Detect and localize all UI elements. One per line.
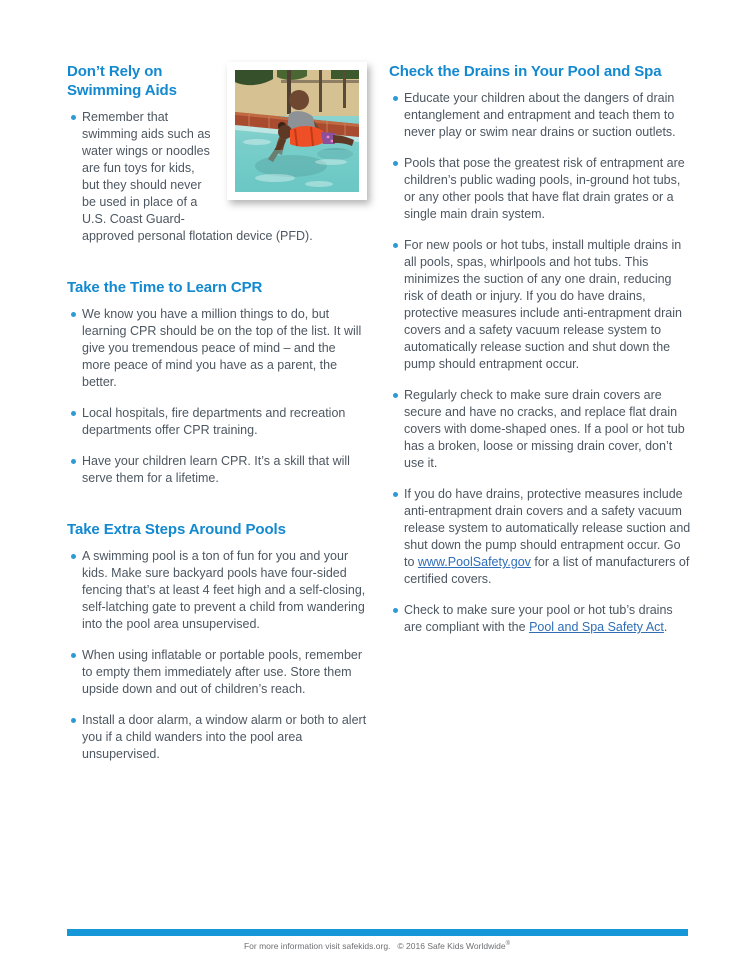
bullet-dot	[393, 492, 398, 497]
section-dont-rely-on-swimming-aids	[67, 62, 367, 245]
bullet-text: When using inflatable or portable pools, remember to empty them immediately after use. Store them upside down and out of children’s reach.	[82, 648, 363, 696]
bullet-dot	[71, 554, 76, 559]
bullet-item	[67, 306, 367, 391]
section-check-the-drains	[389, 62, 692, 636]
bullet-text: Check to make sure your pool or hot tub’s drains are compliant with the	[404, 603, 673, 634]
bullet-dot	[393, 243, 398, 248]
bullet-dot	[71, 653, 76, 658]
bullet-text: .	[663, 620, 668, 634]
section-heading: Take the Time to Learn CPR	[67, 279, 263, 296]
bullet-text: Regularly check to make sure drain covers are secure and have no cracks, and replace flat drain covers with dome-shaped ones. If a pool or hot tub has a broken, loose or missing drain cover, don’t use it.	[404, 388, 685, 470]
bullet-item	[389, 90, 692, 141]
footer-text	[0, 939, 754, 952]
bullet-dot	[393, 161, 398, 166]
bullet-dot	[71, 411, 76, 416]
bullet-item	[67, 712, 367, 763]
bullet-dot	[393, 96, 398, 101]
section-learn-cpr	[67, 278, 367, 487]
footer-copyright-text: © 2016 Safe Kids Worldwide	[397, 940, 506, 951]
bullet-item	[67, 548, 367, 633]
section-heading: Take Extra Steps Around Pools	[67, 521, 286, 538]
bullet-dot	[393, 393, 398, 398]
section-heading: Don’t Rely on Swimming Aids	[67, 63, 177, 99]
bullet-item	[389, 237, 692, 373]
bullet-text: If you do have drains, protective measures include anti-entrapment drain covers and a safety vacuum release system to automatically release suction and shut down the pump should entrapment occur. Go to	[404, 487, 691, 569]
poolsafety-gov-link[interactable]: www.PoolSafety.gov	[417, 555, 531, 569]
left-column	[67, 62, 367, 763]
pool-and-spa-safety-act-link[interactable]: Pool and Spa Safety Act	[529, 620, 664, 634]
section-extra-steps-around-pools	[67, 520, 367, 763]
bullet-text: Install a door alarm, a window alarm or both to alert you if a child wanders into the pool area unsupervised.	[82, 713, 367, 761]
bullet-text: We know you have a million things to do, but learning CPR should be on the top of the list. It will give you tremendous peace of mind – and the more peace of mind you have as a parent, the better.	[82, 307, 362, 389]
bullet-item	[389, 155, 692, 223]
bullet-item	[67, 405, 367, 439]
bullet-item	[389, 387, 692, 472]
bullet-dot	[71, 115, 76, 120]
bullet-item	[389, 602, 692, 636]
bullet-item	[67, 647, 367, 698]
bullet-item	[389, 486, 692, 588]
bullet-text: A swimming pool is a ton of fun for you and your kids. Make sure backyard pools have four-sided fencing that’s at least 4 feet high and a self-closing, self-latching gate to prevent a child from wandering into the pool area unsupervised.	[82, 549, 366, 631]
bullet-text: Remember that swimming aids such as water wings or noodles are fun toys for kids, but they should never be used in place of a U.S. Coast Guard-approved personal flotation device (PFD).	[82, 110, 313, 243]
bullet-text: Local hospitals, fire departments and recreation departments offer CPR training.	[82, 406, 346, 437]
bullet-text: For new pools or hot tubs, install multiple drains in all pools, spas, whirlpools and hot tubs. This minimizes the suction of any one drain, reducing risk of death or injury. If you do have drains, protective measures include anti-entrapment drain covers and a safety vacuum release system to automatically release suction and shut down the pump should entrapment occur.	[404, 238, 682, 371]
footer-info-text: For more information visit safekids.org.	[243, 940, 391, 951]
section-heading: Check the Drains in Your Pool and Spa	[389, 63, 662, 80]
right-column	[389, 62, 692, 636]
footer-rule-bar	[67, 929, 688, 936]
bullet-dot	[393, 608, 398, 613]
bullet-text: Have your children learn CPR. It’s a skill that will serve them for a lifetime.	[82, 454, 350, 485]
bullet-text: Educate your children about the dangers of drain entanglement and entrapment and teach them to never play or swim near drains or suction outlets.	[404, 91, 676, 139]
bullet-text: for a list of manufacturers of certified covers.	[404, 555, 690, 586]
bullet-item	[67, 109, 367, 245]
bullet-item	[67, 453, 367, 487]
registered-trademark-mark: ®	[505, 941, 511, 947]
bullet-text: Pools that pose the greatest risk of entrapment are children’s public wading pools, in-ground hot tubs, or any other pools that have flat drain grates or a single main drain system.	[404, 156, 685, 221]
bullet-dot	[71, 718, 76, 723]
bullet-dot	[71, 312, 76, 317]
bullet-dot	[71, 459, 76, 464]
